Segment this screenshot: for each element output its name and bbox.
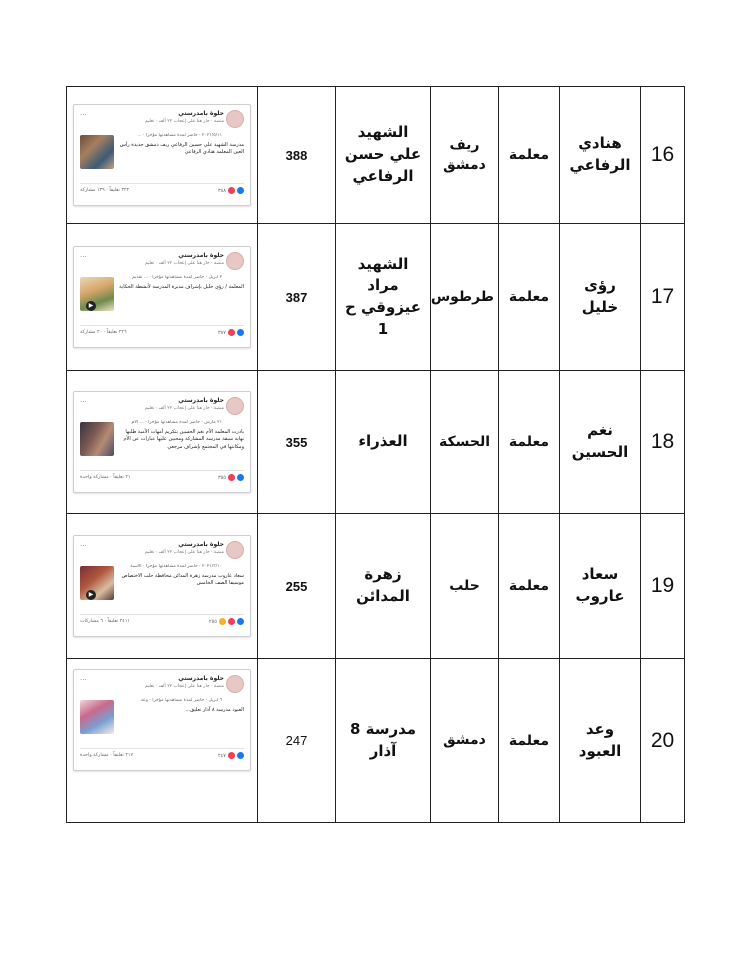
post-date: ٢٠٢١/٥/١١ · حاضر لمدة مشاهدتها مؤخراً · ... xyxy=(137,133,222,138)
school-name: العذراء xyxy=(336,371,431,514)
page-avatar xyxy=(226,397,244,415)
reaction-total: ٢٥٥ xyxy=(208,618,217,625)
page-meta: منصة · جار هنا على إعجاب ٢٢ ألف · تعليم xyxy=(144,684,224,689)
reaction-summary xyxy=(218,329,244,336)
page-name: حلوة بامدرستي xyxy=(178,110,224,117)
table-row xyxy=(67,87,685,224)
teacher-name: رؤى خليل xyxy=(560,224,641,371)
post-text: المعلمة / رؤى خليل بإشراف مديرة المدرسة لأنشطة الحكاية xyxy=(119,284,244,290)
post-screenshot-cell xyxy=(67,224,258,371)
divider xyxy=(80,614,244,615)
post-date: ٢١ مارس · حاضر لمدة مشاهدتها مؤخراً · ... الأم xyxy=(131,420,222,425)
reaction-summary xyxy=(218,187,244,194)
teacher-role: معلمة xyxy=(499,224,560,371)
divider xyxy=(80,748,244,749)
reaction-count: 388 xyxy=(258,87,336,224)
more-options-icon: ··· xyxy=(80,398,87,406)
reaction-count: 247 xyxy=(258,659,336,823)
results-table xyxy=(66,86,685,823)
school-name: زهرة المدائن xyxy=(336,514,431,659)
reaction-summary xyxy=(218,752,244,759)
city: حلب xyxy=(431,514,499,659)
table-row xyxy=(67,371,685,514)
city: دمشق xyxy=(431,659,499,823)
divider xyxy=(80,470,244,471)
page-name: حلوة بامدرستي xyxy=(178,252,224,259)
comment-share-stats: ٢٢٦ تعليقاً · ٢٠ مشاركة xyxy=(80,330,127,335)
school-name: مدرسة 8 آذار xyxy=(336,659,431,823)
more-options-icon: ··· xyxy=(80,542,87,550)
more-options-icon: ··· xyxy=(80,253,87,261)
table-row xyxy=(67,514,685,659)
haha-reaction-icon xyxy=(219,618,226,625)
page-meta: منصة · جار هنا على إعجاب ٢٢ ألف · تعليم xyxy=(144,119,224,124)
comment-share-stats: ٢١٧ تعليقاً · مشاركة واحدة xyxy=(80,753,134,758)
post-screenshot-cell xyxy=(67,87,258,224)
table-row xyxy=(67,659,685,823)
row-number: 20 xyxy=(641,659,685,823)
love-reaction-icon xyxy=(228,474,235,481)
reaction-total: ٣٨٧ xyxy=(217,329,226,336)
page-avatar xyxy=(226,252,244,270)
row-number: 18 xyxy=(641,371,685,514)
comment-share-stats: ٢١ تعليقاً · مشاركة واحدة xyxy=(80,475,131,480)
page-avatar xyxy=(226,541,244,559)
teacher-name: وعد العبود xyxy=(560,659,641,823)
like-reaction-icon xyxy=(237,329,244,336)
page-avatar xyxy=(226,675,244,693)
school-name: الشهيد علي حسن الرفاعي xyxy=(336,87,431,224)
school-name: الشهيد مراد عيزوقي ح 1 xyxy=(336,224,431,371)
post-text: مدرسة الشهيد علي حسين الرفاعي ريف دمشق جديدة رأس العين المعلمة هنادي الرفاعي xyxy=(119,142,244,156)
teacher-name: نغم الحسين xyxy=(560,371,641,514)
facebook-post-card xyxy=(73,104,251,206)
page-meta: منصة · جار هنا على إعجاب ٢٢ ألف · تعليم xyxy=(144,261,224,266)
reaction-count: 387 xyxy=(258,224,336,371)
post-text: سعاد عاروب مدرسة زهرة المدائن محافظة حلب الاختصاص موسيقا الصف الخامس xyxy=(121,573,244,587)
more-options-icon: ··· xyxy=(80,111,87,119)
teacher-role: معلمة xyxy=(499,371,560,514)
facebook-post-card xyxy=(73,535,251,637)
like-reaction-icon xyxy=(237,187,244,194)
reaction-summary xyxy=(218,474,244,481)
teacher-name: سعاد عاروب xyxy=(560,514,641,659)
teacher-role: معلمة xyxy=(499,87,560,224)
post-text: العبود مدرسة ٨ آذار تعليق... xyxy=(185,707,244,713)
teacher-role: معلمة xyxy=(499,514,560,659)
table-row xyxy=(67,224,685,371)
love-reaction-icon xyxy=(228,329,235,336)
facebook-post-card xyxy=(73,669,251,771)
page-meta: منصة · جار هنا على إعجاب ٢٢ ألف · تعليم xyxy=(144,406,224,411)
comment-share-stats: ٢٤١١ تعليقاً · ٦ مشاركات xyxy=(80,619,130,624)
post-photo xyxy=(80,135,114,169)
page-meta: منصة · جار هنا على إعجاب ٢٢ ألف · تعليم xyxy=(144,550,224,555)
reaction-total: ٣٥٥ xyxy=(217,474,226,481)
page-name: حلوة بامدرستي xyxy=(178,397,224,404)
more-options-icon: ··· xyxy=(80,676,87,684)
row-number: 19 xyxy=(641,514,685,659)
post-screenshot-cell xyxy=(67,514,258,659)
row-number: 17 xyxy=(641,224,685,371)
divider xyxy=(80,325,244,326)
facebook-post-card xyxy=(73,246,251,348)
facebook-post-card xyxy=(73,391,251,493)
reaction-summary xyxy=(209,618,244,625)
like-reaction-icon xyxy=(237,752,244,759)
love-reaction-icon xyxy=(228,187,235,194)
post-screenshot-cell xyxy=(67,371,258,514)
page-name: حلوة بامدرستي xyxy=(178,541,224,548)
teacher-role: معلمة xyxy=(499,659,560,823)
city: ريف دمشق xyxy=(431,87,499,224)
city: طرطوس xyxy=(431,224,499,371)
post-photo xyxy=(80,700,114,734)
reaction-count: 355 xyxy=(258,371,336,514)
city: الحسكة xyxy=(431,371,499,514)
reaction-count: 255 xyxy=(258,514,336,659)
play-icon[interactable]: ▶ xyxy=(86,301,96,311)
reaction-total: ٢٤٧ xyxy=(217,752,226,759)
row-number: 16 xyxy=(641,87,685,224)
love-reaction-icon xyxy=(228,752,235,759)
comment-share-stats: ٣٢٢ تعليقاً · ١٣٩ مشاركة xyxy=(80,188,130,193)
post-photo xyxy=(80,422,114,456)
page-name: حلوة بامدرستي xyxy=(178,675,224,682)
post-text: بادرت المعلمة الأم نغم الحسين بتكريم أمهات الأمية طلبها نهاية سبقة مدرسة المشاركة ومحبين عليها عبارات عن الأم ومكانتها في المجتمع بإشراف مرجعي xyxy=(123,429,244,450)
divider xyxy=(80,183,244,184)
play-icon[interactable]: ▶ xyxy=(86,590,96,600)
reaction-total: ٣٨٨ xyxy=(217,187,226,194)
post-date: ٢٠٢١/٣/١٠ · حاضر لمدة مشاهدتها مؤخراً · الأسبة xyxy=(130,564,222,569)
post-date: ٢ أبريل · حاضر لمدة مشاهدتها مؤخراً · ... تقديم xyxy=(132,275,222,280)
teacher-name: هنادي الرفاعي xyxy=(560,87,641,224)
post-date: ٦ أبريل · حاضر لمدة مشاهدتها مؤخراً · وعد xyxy=(140,698,222,703)
like-reaction-icon xyxy=(237,618,244,625)
like-reaction-icon xyxy=(237,474,244,481)
post-screenshot-cell xyxy=(67,659,258,823)
page-avatar xyxy=(226,110,244,128)
love-reaction-icon xyxy=(228,618,235,625)
